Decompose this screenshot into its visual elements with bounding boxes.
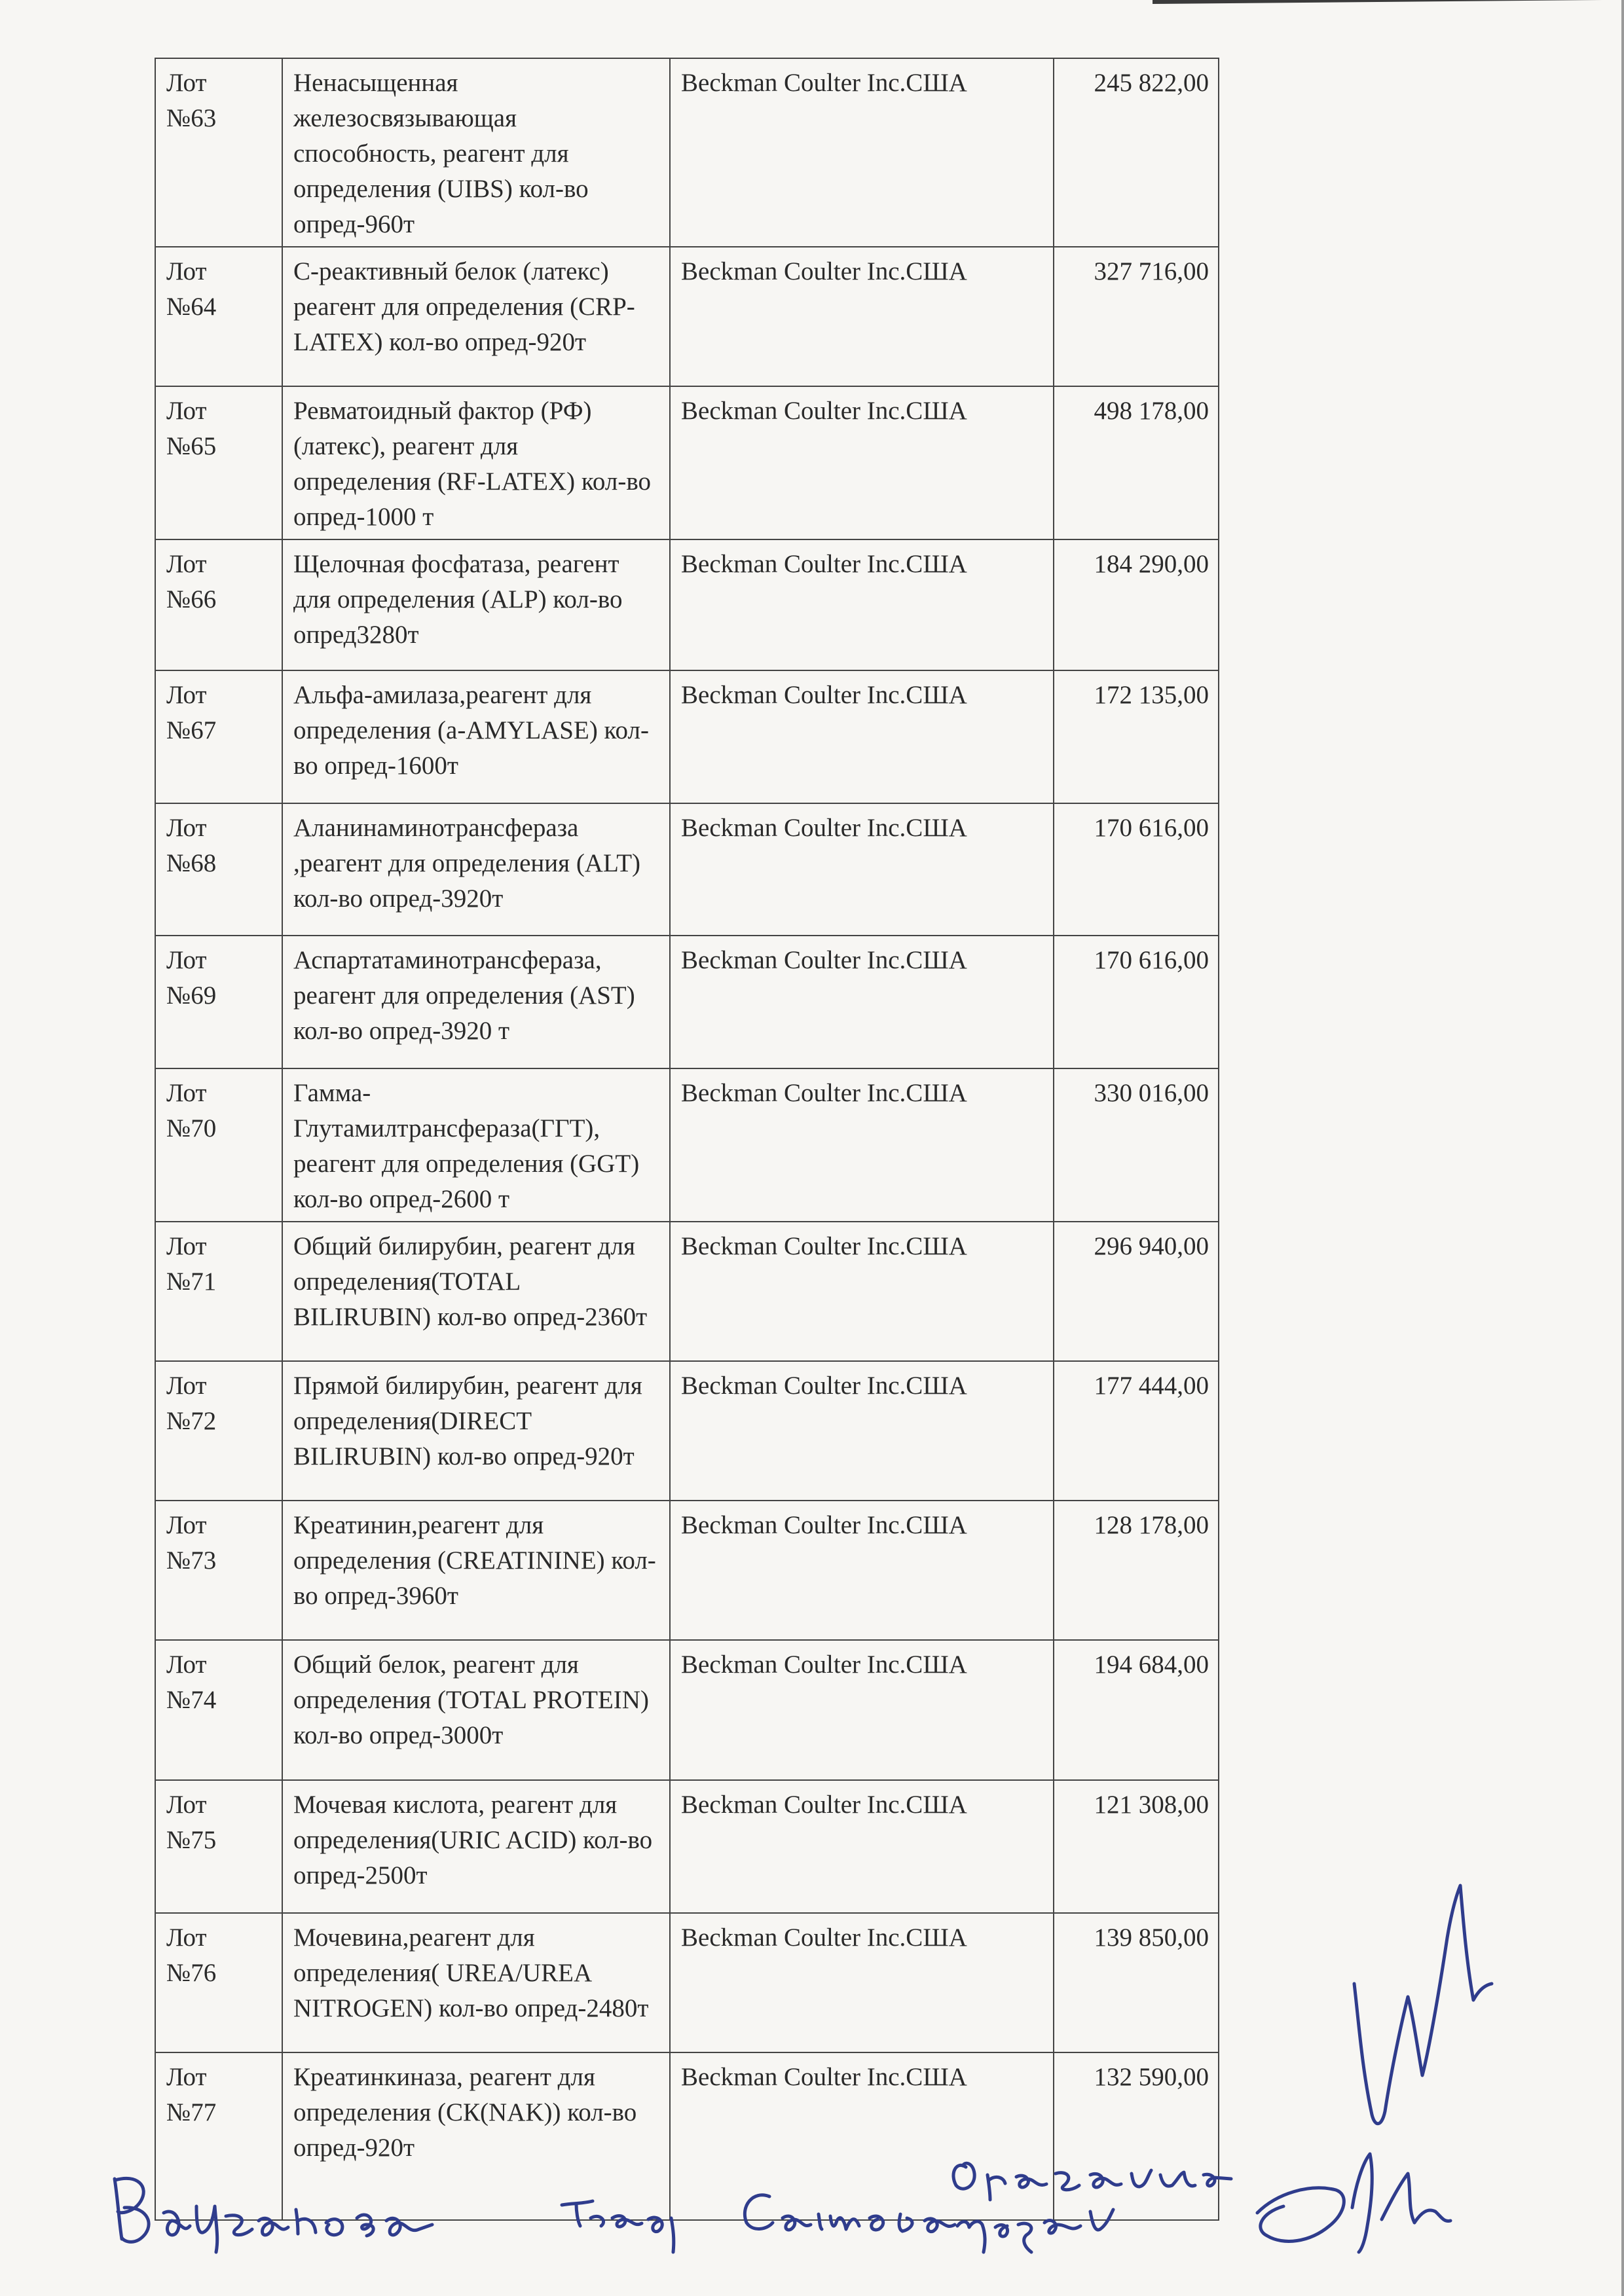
scan-edge-right xyxy=(1621,0,1624,2296)
manufacturer: Beckman Coulter Inc.США xyxy=(670,247,1054,386)
lot-cell xyxy=(155,1501,282,1640)
manufacturer: Beckman Coulter Inc.США xyxy=(670,1640,1054,1780)
table-row xyxy=(155,58,1219,247)
lot-price: 327 716,00 xyxy=(1054,247,1219,386)
manufacturer: Beckman Coulter Inc.США xyxy=(670,936,1054,1068)
reagent-name: Общий белок, реагент для определения (TOTAL PROTEIN) кол-во опред-3000т xyxy=(282,1640,670,1780)
reagent-name: Креатинин,реагент для определения (CREATININE) кол-во опред-3960т xyxy=(282,1501,670,1640)
reagent-name: Аспартатаминотрансфераза, реагент для определения (AST) кол-во опред-3920 т xyxy=(282,936,670,1068)
lot-cell xyxy=(155,247,282,386)
manufacturer: Beckman Coulter Inc.США xyxy=(670,539,1054,670)
lot-cell xyxy=(155,936,282,1068)
lot-label: Лот xyxy=(166,257,207,285)
manufacturer: Beckman Coulter Inc.США xyxy=(670,803,1054,936)
table-row xyxy=(155,539,1219,670)
table-row xyxy=(155,1068,1219,1222)
reagent-name: Гамма-Глутамилтрансфераза(ГГТ), реагент для определения (GGT) кол-во опред-2600 т xyxy=(282,1068,670,1222)
lot-number: №63 xyxy=(166,104,217,132)
table-row xyxy=(155,1501,1219,1640)
manufacturer: Beckman Coulter Inc.США xyxy=(670,1780,1054,1913)
lot-label: Лот xyxy=(166,1923,207,1952)
lot-price: 330 016,00 xyxy=(1054,1068,1219,1222)
manufacturer: Beckman Coulter Inc.США xyxy=(670,1501,1054,1640)
lot-label: Лот xyxy=(166,946,207,974)
lot-number: №64 xyxy=(166,293,217,321)
table-row xyxy=(155,1361,1219,1501)
lot-price: 170 616,00 xyxy=(1054,803,1219,936)
lot-label: Лот xyxy=(166,550,207,578)
reagent-name: Ненасыщенная железосвязывающая способность, реагент для определения (UIBS) кол-во опред-960т xyxy=(282,58,670,247)
lot-label: Лот xyxy=(166,397,207,425)
lot-number: №69 xyxy=(166,981,217,1010)
lot-number: №70 xyxy=(166,1114,217,1142)
reagent-name: Ревматоидный фактор (РФ) (латекс), реагент для определения (RF-LATEX) кол-во опред-1000 т xyxy=(282,386,670,539)
lot-number: №76 xyxy=(166,1959,217,1987)
lot-label: Лот xyxy=(166,681,207,709)
lot-price: 177 444,00 xyxy=(1054,1361,1219,1501)
lot-cell xyxy=(155,1640,282,1780)
table-row xyxy=(155,386,1219,539)
lot-label: Лот xyxy=(166,1079,207,1107)
manufacturer: Beckman Coulter Inc.США xyxy=(670,58,1054,247)
reagent-name: Альфа-амилаза,реагент для определения (a-AMYLASE) кол-во опред-1600т xyxy=(282,670,670,803)
table-row xyxy=(155,670,1219,803)
lot-label: Лот xyxy=(166,1650,207,1679)
lot-number: №71 xyxy=(166,1267,217,1296)
lot-price: 170 616,00 xyxy=(1054,936,1219,1068)
lot-cell xyxy=(155,58,282,247)
reagent-name: Общий билирубин, реагент для определения(TOTAL BILIRUBIN) кол-во опред-2360т xyxy=(282,1222,670,1361)
lot-label: Лот xyxy=(166,1791,207,1819)
manufacturer: Beckman Coulter Inc.США xyxy=(670,2052,1054,2220)
lot-label: Лот xyxy=(166,2063,207,2091)
table-row xyxy=(155,1780,1219,1913)
lot-cell xyxy=(155,2052,282,2220)
manufacturer: Beckman Coulter Inc.США xyxy=(670,1068,1054,1222)
manufacturer: Beckman Coulter Inc.США xyxy=(670,1361,1054,1501)
lot-cell xyxy=(155,1068,282,1222)
lot-cell xyxy=(155,1361,282,1501)
lot-label: Лот xyxy=(166,1511,207,1539)
lot-number: №65 xyxy=(166,432,217,460)
lot-cell xyxy=(155,670,282,803)
reagent-name: Креатинкиназа, реагент для определения (СК(NAK)) кол-во опред-920т xyxy=(282,2052,670,2220)
table-row xyxy=(155,2052,1219,2220)
reagent-name: Мочевина,реагент для определения( UREA/UREA NITROGEN) кол-во опред-2480т xyxy=(282,1913,670,2052)
lot-price: 194 684,00 xyxy=(1054,1640,1219,1780)
lot-price: 132 590,00 xyxy=(1054,2052,1219,2220)
lot-number: №77 xyxy=(166,2098,217,2126)
lot-cell xyxy=(155,1913,282,2052)
reagent-name: Мочевая кислота, реагент для определения(URIC ACID) кол-во опред-2500т xyxy=(282,1780,670,1913)
lot-number: №73 xyxy=(166,1546,217,1575)
table-row xyxy=(155,803,1219,936)
table-row xyxy=(155,1222,1219,1361)
lot-cell xyxy=(155,803,282,936)
lot-number: №66 xyxy=(166,585,217,613)
lots-table xyxy=(155,58,1219,2221)
lot-price: 498 178,00 xyxy=(1054,386,1219,539)
manufacturer: Beckman Coulter Inc.США xyxy=(670,1913,1054,2052)
lot-number: №67 xyxy=(166,716,217,744)
lot-label: Лот xyxy=(166,1372,207,1400)
lot-number: №74 xyxy=(166,1686,217,1714)
reagent-name: С-реактивный белок (латекс) реагент для определения (CRP-LATEX) кол-во опред-920т xyxy=(282,247,670,386)
lot-price: 121 308,00 xyxy=(1054,1780,1219,1913)
signature-bottom-right xyxy=(1257,2154,1450,2252)
lot-number: №72 xyxy=(166,1407,217,1435)
table-row xyxy=(155,936,1219,1068)
reagent-name: Прямой билирубин, реагент для определения(DIRECT BILIRUBIN) кол-во опред-920т xyxy=(282,1361,670,1501)
lot-label: Лот xyxy=(166,1232,207,1260)
lot-cell xyxy=(155,539,282,670)
table-row xyxy=(155,247,1219,386)
table-row xyxy=(155,1913,1219,2052)
reagent-name: Щелочная фосфатаза, реагент для определения (ALP) кол-во опред3280т xyxy=(282,539,670,670)
reagent-name: Аланинаминотрансфераза ,реагент для определения (ALT) кол-во опред-3920т xyxy=(282,803,670,936)
scan-edge-top xyxy=(1153,0,1624,4)
manufacturer: Beckman Coulter Inc.США xyxy=(670,386,1054,539)
signature-right-large xyxy=(1354,1886,1492,2124)
lot-price: 245 822,00 xyxy=(1054,58,1219,247)
lot-label: Лот xyxy=(166,69,207,97)
lot-cell xyxy=(155,1222,282,1361)
lot-label: Лот xyxy=(166,814,207,842)
lot-price: 296 940,00 xyxy=(1054,1222,1219,1361)
lot-number: №68 xyxy=(166,849,217,877)
lot-price: 184 290,00 xyxy=(1054,539,1219,670)
lot-price: 139 850,00 xyxy=(1054,1913,1219,2052)
manufacturer: Beckman Coulter Inc.США xyxy=(670,1222,1054,1361)
lot-cell xyxy=(155,386,282,539)
lot-cell xyxy=(155,1780,282,1913)
lot-number: №75 xyxy=(166,1826,217,1854)
lot-price: 128 178,00 xyxy=(1054,1501,1219,1640)
manufacturer: Beckman Coulter Inc.США xyxy=(670,670,1054,803)
table-row xyxy=(155,1640,1219,1780)
lot-price: 172 135,00 xyxy=(1054,670,1219,803)
